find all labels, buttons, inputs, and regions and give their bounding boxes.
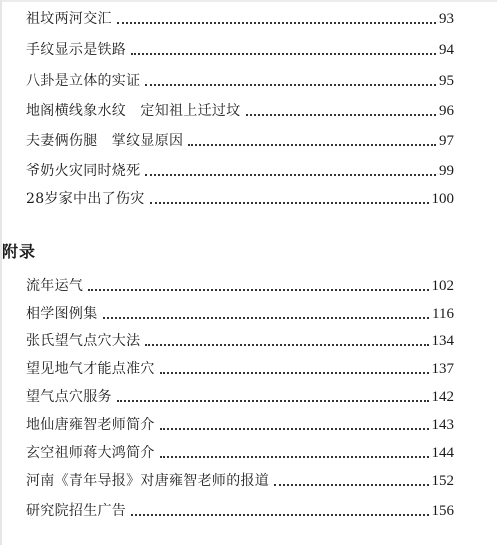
toc-entry-title: 相学图例集 [26,306,98,322]
toc-entry-page: 137 [431,361,454,377]
toc-entry[interactable] [26,330,454,350]
toc-entry-page: 116 [432,306,454,322]
scan-edge-left [0,0,2,545]
toc-dot-leader [145,344,428,346]
appendix-heading: 附录 [2,242,37,261]
toc-entry-page: 94 [439,42,454,58]
toc-entry-page: 99 [439,163,454,179]
toc-entry-title: 手纹显示是铁路 [26,42,127,58]
toc-dot-leader [117,400,429,402]
toc-entry-title: 望气点穴服务 [26,389,112,405]
toc-entry-title: 研究院招生广告 [26,503,127,519]
toc-entry[interactable] [26,100,454,120]
toc-entry[interactable] [26,358,454,378]
toc-entry[interactable] [26,303,454,323]
toc-entry-title: 河南《青年导报》对唐雍智老师的报道 [26,473,270,489]
toc-entry-title: 流年运气 [26,278,84,294]
toc-entry[interactable] [26,8,454,28]
scan-edge-top [0,0,497,2]
toc-entry-page: 93 [439,11,454,27]
toc-entry[interactable] [26,70,454,90]
toc-entry[interactable] [26,442,454,462]
toc-dot-leader [103,317,430,319]
toc-entry[interactable] [26,130,454,150]
toc-entry-page: 97 [439,133,454,149]
toc-entry[interactable] [26,414,454,434]
toc-dot-leader [145,84,436,86]
toc-entry-page: 100 [431,191,454,207]
toc-entry-title: 爷奶火灾同时烧死 [26,163,141,179]
toc-entry-page: 95 [439,73,454,89]
toc-entry-page: 143 [431,417,454,433]
toc-dot-leader [160,372,429,374]
toc-dot-leader [274,484,428,486]
toc-entry-page: 134 [431,333,454,349]
toc-dot-leader [160,428,429,430]
toc-dot-leader [246,114,437,116]
toc-entry[interactable] [26,386,454,406]
toc-entry-title: 28岁家中出了伤灾 [26,191,145,207]
toc-entry-page: 102 [431,278,454,294]
toc-dot-leader [88,289,428,291]
toc-entry-title: 八卦是立体的实证 [26,73,141,89]
toc-entry-page: 142 [431,389,454,405]
toc-entry-page: 156 [431,503,454,519]
toc-entry-page: 96 [439,103,454,119]
toc-dot-leader [131,514,428,516]
toc-entry-page: 144 [431,445,454,461]
toc-entry[interactable] [26,160,454,180]
toc-entry-title: 张氏望气点穴大法 [26,333,141,349]
toc-entry-page: 152 [431,473,454,489]
toc-dot-leader [131,53,436,55]
toc-dot-leader [145,174,436,176]
toc-entry[interactable] [26,500,454,520]
toc-entry[interactable] [26,275,454,295]
toc-entry-title: 地阁横线象水纹 定知祖上迁过坟 [26,103,241,119]
toc-entry[interactable] [26,470,454,490]
toc-entry[interactable] [26,188,454,208]
toc-dot-leader [160,456,429,458]
toc-entry-title: 祖坟两河交汇 [26,11,112,27]
toc-entry[interactable] [26,39,454,59]
toc-dot-leader [117,22,436,24]
toc-dot-leader [150,202,429,204]
toc-entry-title: 望见地气才能点准穴 [26,361,155,377]
toc-entry-title: 夫妻俩伤腿 掌纹显原因 [26,133,184,149]
toc-dot-leader [188,144,436,146]
toc-entry-title: 地仙唐雍智老师简介 [26,417,155,433]
toc-entry-title: 玄空祖师蒋大鸿简介 [26,445,155,461]
